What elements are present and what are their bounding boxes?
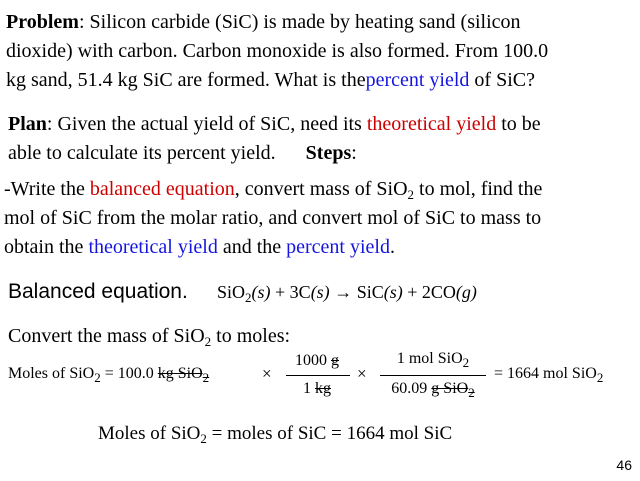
steps-line-1: -Write the balanced equation, convert mass of SiO$_2$ to mol, find the bbox=[4, 178, 543, 202]
steps-line-3: obtain the theoretical yield and the percent yield. bbox=[4, 236, 395, 258]
problem-paragraph bbox=[6, 8, 548, 95]
percent-yield-term-2: percent yield bbox=[286, 236, 390, 258]
theoretical-yield-term-2: theoretical yield bbox=[88, 236, 218, 258]
cancelled-kg: kg bbox=[157, 365, 174, 382]
fraction-1-numerator: 1000 g bbox=[295, 352, 339, 369]
plan-label: Plan bbox=[8, 113, 47, 135]
page-number: 46 bbox=[616, 457, 632, 473]
reaction-arrow: → bbox=[329, 282, 357, 302]
balanced-equation-label: Balanced equation. bbox=[8, 280, 188, 303]
balanced-equation-term: balanced equation bbox=[89, 178, 235, 200]
mole-calculation bbox=[0, 345, 640, 407]
times-sign-2: × bbox=[357, 364, 367, 383]
steps-paragraph bbox=[4, 175, 542, 262]
steps-label: Steps bbox=[305, 142, 352, 164]
problem-line-2: dioxide) with carbon. Carbon monoxide is also formed. From 100.0 bbox=[6, 40, 549, 62]
problem-line-3: kg sand, 51.4 kg SiC are formed. What is thepercent yield of SiC? bbox=[6, 69, 535, 91]
times-sign-1: × bbox=[262, 364, 272, 383]
mole-equality: Moles of SiO$_2$ = moles of SiC = 1664 mol SiC bbox=[98, 423, 453, 446]
percent-yield-term: percent yield bbox=[365, 69, 470, 91]
balanced-equation: SiO$_2$(s) + 3C(s) → SiC(s) + 2CO(g) bbox=[217, 282, 477, 305]
plan-paragraph bbox=[8, 110, 541, 168]
steps-line-2: mol of SiC from the molar ratio, and convert mol of SiC to mass to bbox=[4, 207, 542, 229]
plan-line-1: Plan: Given the actual yield of SiC, need its theoretical yield to be bbox=[8, 113, 541, 135]
calc-lhs: Moles of SiO$_2$ = 100.0 kg SiO$_2$ bbox=[8, 365, 210, 385]
problem-line-1: Problem: Silicon carbide (SiC) is made by heating sand (silicon bbox=[6, 11, 521, 33]
calc-result: = 1664 mol SiO$_2$ bbox=[494, 365, 604, 385]
problem-label: Problem bbox=[6, 11, 79, 33]
fraction-2-numerator: 1 mol SiO$_2$ bbox=[396, 350, 470, 370]
fraction-2-denominator: 60.09 g SiO$_2$ bbox=[391, 380, 475, 400]
plan-line-2: able to calculate its percent yield. Steps: bbox=[8, 142, 357, 164]
fraction-1-denominator: 1 kg bbox=[303, 380, 331, 397]
convert-line: Convert the mass of SiO$_2$ to moles: bbox=[8, 325, 291, 349]
fraction-1-bar bbox=[286, 375, 350, 376]
theoretical-yield-term: theoretical yield bbox=[366, 113, 497, 135]
fraction-2-bar bbox=[380, 375, 486, 376]
